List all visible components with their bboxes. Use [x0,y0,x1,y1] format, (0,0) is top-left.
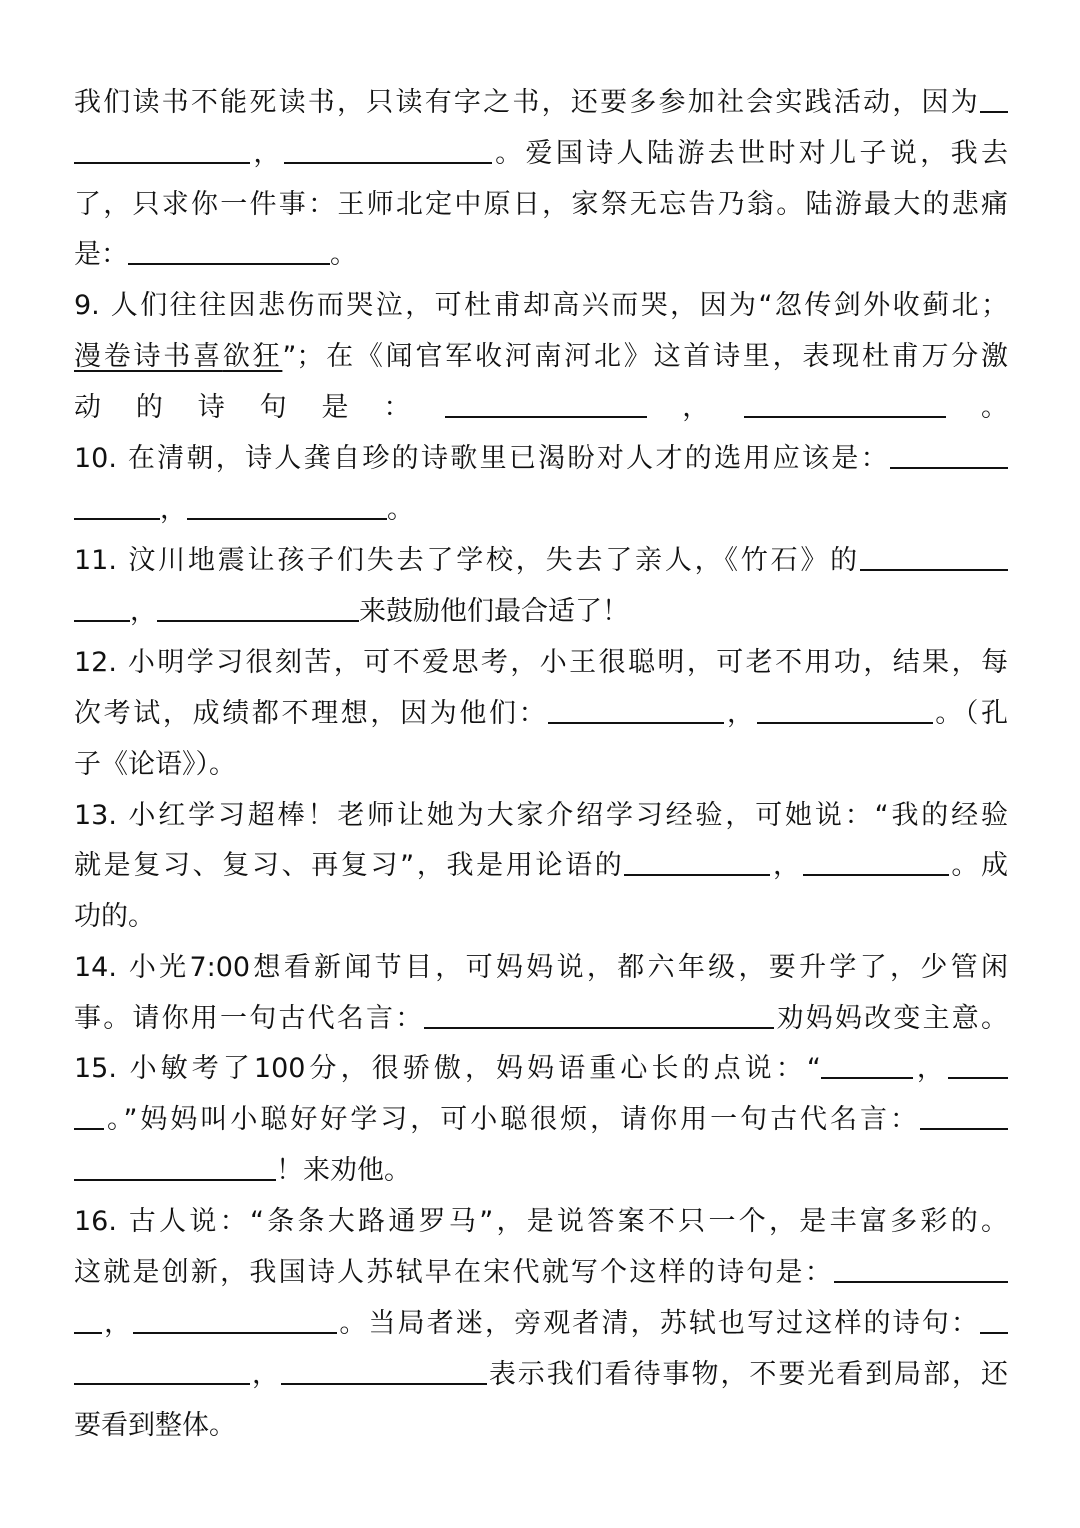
answer-blank[interactable] [920,1100,1008,1130]
text-segment: ， [724,698,757,729]
text-line [74,999,1008,1039]
text-line [74,388,1008,428]
text-segment: ， [250,138,284,169]
text-segment: 我们读书不能死读书，只读有字之书，还要多参加社会实践活动，因为 [74,87,980,118]
text-segment: ， [250,1359,281,1390]
answer-blank[interactable] [548,694,724,724]
text-segment: 这就是创新，我国诗人苏轼早在宋代就写个这样的诗句是： [74,1257,834,1288]
text-line [74,1151,1008,1191]
text-line [74,1049,1008,1089]
text-segment: 就是复习、复习、再复习”，我是用论语的 [74,850,625,881]
text-line [74,1253,1008,1293]
text-segment: 来鼓励他们最合适了！ [359,596,629,627]
text-segment: 14. 小光7:00想看新闻节目，可妈妈说，都六年级，要升学了，少管闲 [74,952,1008,983]
answer-blank[interactable] [890,439,1008,469]
text-segment: 。爱国诗人陆游去世时对儿子说，我去 [491,138,1008,169]
answer-blank[interactable] [424,999,774,1029]
answer-blank[interactable] [624,846,770,876]
text-line [74,134,1008,174]
text-line [74,1355,1008,1395]
text-segment: 。 [946,392,1008,423]
text-segment: 12. 小明学习很刻苦，可不爱思考，小王很聪明，可老不用功，结果，每 [74,647,1008,678]
text-segment: ， [102,1308,134,1339]
answer-blank[interactable] [757,694,933,724]
answer-blank[interactable] [860,541,1008,571]
text-line [74,541,1008,581]
text-segment: ， [912,1053,949,1084]
text-line [74,439,1008,479]
text-line [74,1202,1008,1242]
text-segment: ， [770,850,803,881]
text-segment: 事。请你用一句古代名言： [74,1003,425,1034]
text-segment: 要看到整体。 [74,1410,236,1441]
answer-blank[interactable] [980,83,1008,113]
underlined-text: 漫卷诗书喜 [74,341,223,372]
text-line [74,83,1008,123]
text-segment: 动的诗句是： [74,392,446,423]
text-line [74,745,1008,785]
answer-blank[interactable] [128,235,330,265]
text-segment: 。当局者迷，旁观者清，苏轼也写过这样的诗句： [337,1308,981,1339]
text-line [74,337,1008,377]
text-segment: ， [130,596,157,627]
text-segment: 表示我们看待事物，不要光看到局部，还 [486,1359,1008,1390]
text-segment: 次考试，成绩都不理想，因为他们： [74,698,549,729]
answer-blank[interactable] [980,1304,1008,1334]
text-line [74,643,1008,683]
text-segment: ， [160,494,187,525]
text-segment: 。”妈妈叫小聪好好学习，可小聪很烦，请你用一句古代名言： [104,1104,920,1135]
answer-blank[interactable] [133,1304,337,1334]
answer-blank[interactable] [948,1049,1008,1079]
text-segment: ”；在《闻官军收河南河北》这首诗里，表现杜甫万分激 [282,341,1008,372]
text-segment: ， [647,392,745,423]
text-line [74,897,1008,937]
answer-blank[interactable] [74,134,250,164]
text-segment: 子《论语》）。 [74,749,236,780]
text-segment: 11. 汶川地震让孩子们失去了学校，失去了亲人，《竹石》的 [74,545,860,576]
answer-blank[interactable] [74,1355,250,1385]
answer-blank[interactable] [157,592,359,622]
answer-blank[interactable] [744,388,946,418]
text-line [74,490,1008,530]
text-segment: 是： [74,239,128,270]
text-line [74,846,1008,886]
text-segment: 15. 小敏考了100分，很骄傲，妈妈语重心长的点说：“ [74,1053,821,1084]
underlined-text: 欲狂 [222,341,283,372]
text-line [74,1304,1008,1344]
text-segment: 。（孔 [932,698,1008,729]
text-line [74,185,1008,225]
text-segment: 13. 小红学习超棒！老师让她为大家介绍学习经验，可她说：“我的经验 [74,800,1008,831]
answer-blank[interactable] [74,1304,102,1334]
answer-blank[interactable] [74,1151,276,1181]
text-segment: 。 [387,494,414,525]
answer-blank[interactable] [834,1253,1008,1283]
text-line [74,948,1008,988]
answer-blank[interactable] [74,592,130,622]
text-segment: ！来劝他。 [276,1155,411,1186]
answer-blank[interactable] [281,1355,487,1385]
text-line [74,796,1008,836]
answer-blank[interactable] [284,134,492,164]
text-line [74,235,1008,275]
text-line [74,286,1008,326]
answer-blank[interactable] [74,490,160,520]
text-line [74,1100,1008,1140]
text-line [74,1406,1008,1446]
answer-blank[interactable] [445,388,647,418]
text-segment: 9. 人们往往因悲伤而哭泣，可杜甫却高兴而哭，因为“忽传剑外收蓟北； [74,290,1008,321]
text-segment: 。成 [948,850,1008,881]
answer-blank[interactable] [187,490,387,520]
text-segment: 10. 在清朝，诗人龚自珍的诗歌里已渴盼对人才的选用应该是： [74,443,890,474]
text-segment: 。 [330,239,357,270]
answer-blank[interactable] [821,1049,913,1079]
text-line [74,694,1008,734]
text-segment: 了，只求你一件事：王师北定中原日，家祭无忘告乃翁。陆游最大的悲痛 [74,189,1008,220]
answer-blank[interactable] [803,846,949,876]
text-segment: 劝妈妈改变主意。 [774,1003,1008,1034]
answer-blank[interactable] [74,1100,104,1130]
text-segment: 功的。 [74,901,155,932]
text-segment: 16. 古人说：“条条大路通罗马”，是说答案不只一个，是丰富多彩的。 [74,1206,1008,1237]
text-line [74,592,1008,632]
